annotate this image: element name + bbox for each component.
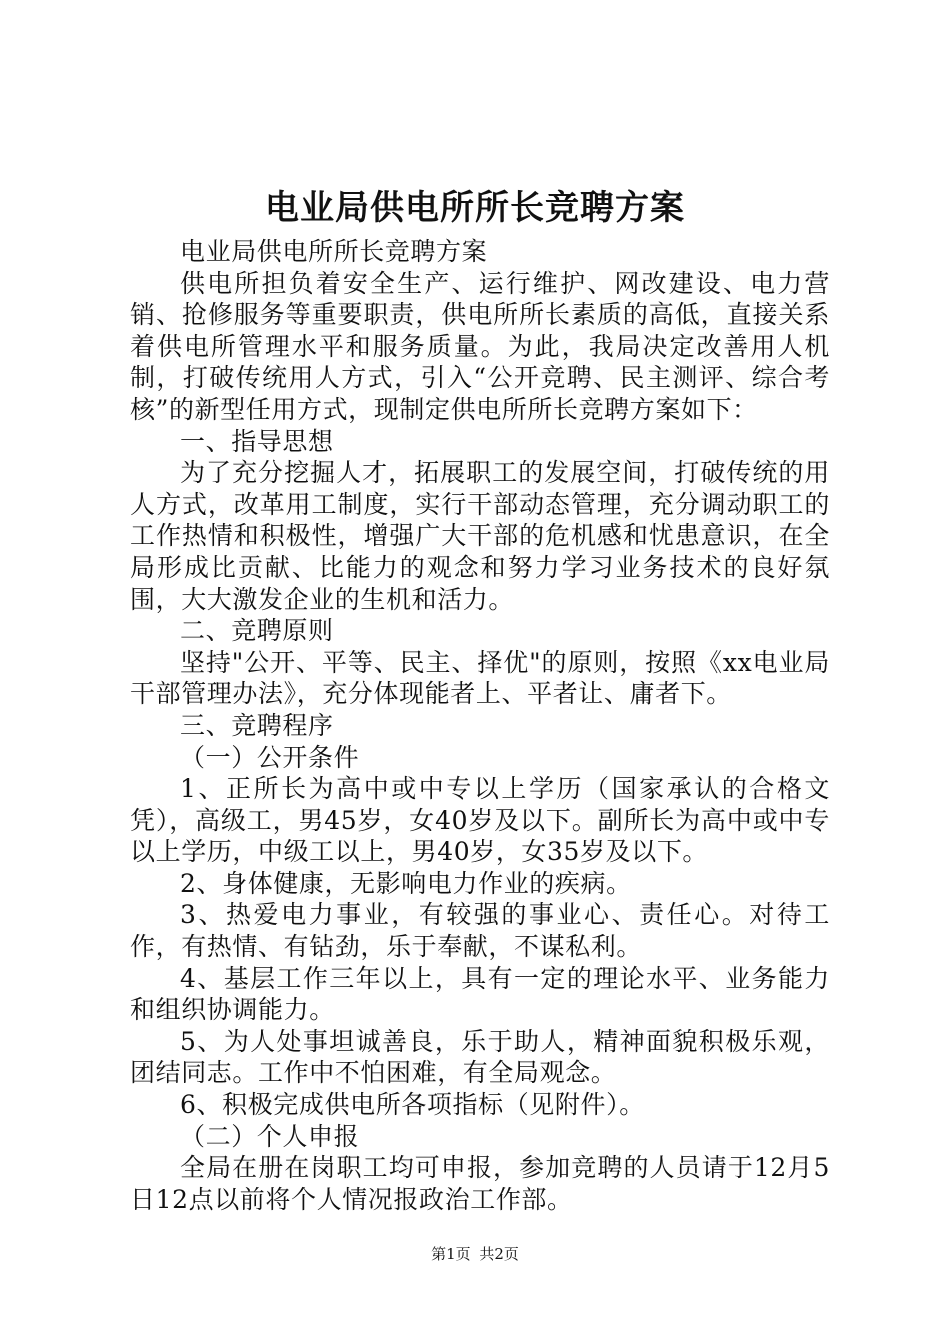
subsection-heading: （二）个人申报 — [180, 1121, 360, 1151]
paragraph-intro: 供电所担负着安全生产、运行维护、网改建设、电力营销、抢修服务等重要职责，供电所所长素质的高低，直接关系着供电所管理水平和服务质量。为此，我局决定改善用人机制，打破传统用人方式，引入“公开竞聘、民主测评、综合考核”的新型任用方式，现制定供电所所长竞聘方案如下： — [130, 268, 830, 424]
list-item: 3、热爱电力事业，有较强的事业心、责任心。对待工作，有热情、有钻劲，乐于奉献，不谋私利。 — [130, 900, 830, 962]
list-item: 5、为人处事坦诚善良，乐于助人，精神面貌积极乐观，团结同志。工作中不怕困难，有全局观念。 — [130, 1026, 830, 1088]
paragraph-subtitle: 电业局供电所所长竞聘方案 — [180, 237, 488, 266]
list-item: 1、正所长为高中或中专以上学历（国家承认的合格文凭），高级工，男45岁，女40岁及以下。副所长为高中或中专以上学历，中级工以上，男40岁，女35岁及以下。 — [130, 774, 830, 867]
page-number: 第1页 — [431, 1245, 471, 1263]
section-heading: 三、竞聘程序 — [180, 710, 334, 740]
document-body — [130, 236, 830, 1215]
document-title: 电业局供电所所长竞聘方案 — [265, 188, 685, 228]
page-total: 共2页 — [479, 1245, 519, 1263]
section-heading: 一、指导思想 — [180, 426, 334, 456]
list-item: 6、积极完成供电所各项指标（见附件）。 — [180, 1090, 645, 1120]
paragraph: 为了充分挖掘人才，拓展职工的发展空间，打破传统的用人方式，改革用工制度，实行干部动态管理，充分调动职工的工作热情和积极性，增强广大干部的危机感和忧患意识，在全局形成比贡献、比能力的观念和努力学习业务技术的良好氛围，大大激发企业的生机和活力。 — [130, 458, 830, 614]
list-item: 4、基层工作三年以上，具有一定的理论水平、业务能力和组织协调能力。 — [130, 963, 830, 1025]
paragraph: 坚持"公开、平等、民主、择优"的原则，按照《xx电业局干部管理办法》，充分体现能者上、平者让、庸者下。 — [130, 647, 830, 709]
paragraph: 全局在册在岗职工均可申报，参加竞聘的人员请于12月5日12点以前将个人情况报政治工作部。 — [130, 1153, 830, 1214]
list-item: 2、身体健康，无影响电力作业的疾病。 — [180, 868, 632, 898]
page-footer — [0, 1244, 950, 1264]
subsection-heading: （一）公开条件 — [180, 742, 360, 772]
section-heading: 二、竞聘原则 — [180, 616, 334, 646]
